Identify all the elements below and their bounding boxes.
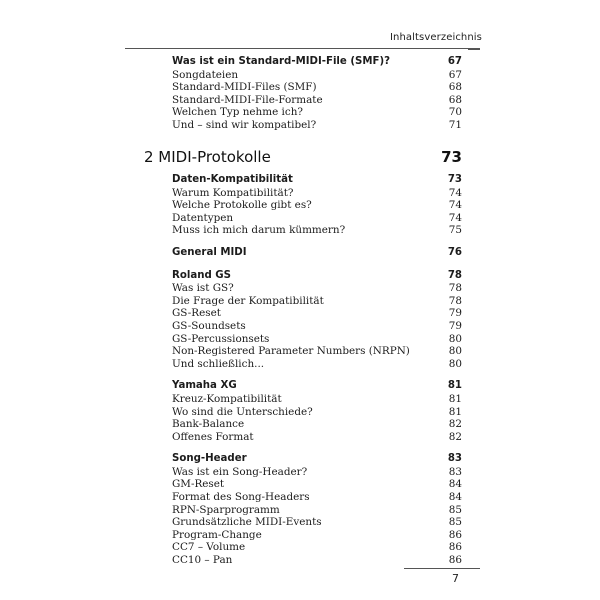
toc-section-page: 67 (447, 56, 462, 67)
header-rule (125, 48, 468, 49)
toc-entry-page: 80 (448, 332, 462, 345)
toc-entry-page: 68 (448, 81, 462, 94)
toc-entry-page: 79 (448, 319, 462, 332)
toc-entry-page: 70 (448, 106, 462, 119)
toc-section-title: Was ist ein Standard-MIDI-File (SMF)? (172, 56, 391, 67)
toc-entry-title: Warum Kompatibilität? (172, 186, 294, 199)
toc-section-title: Daten-Kompatibilität (172, 174, 293, 185)
toc-entry-page: 82 (448, 418, 462, 431)
toc-entry-title: GS-Reset (172, 307, 221, 320)
header-rule-end (468, 48, 480, 50)
toc-entry (172, 431, 462, 444)
toc-entry-page: 68 (448, 93, 462, 106)
toc-entry (172, 119, 462, 132)
toc-entry-title: Bank-Balance (172, 418, 245, 431)
toc-section-page: 73 (447, 174, 462, 185)
toc-entry-title: Und schließlich... (172, 357, 265, 370)
toc-entry (172, 406, 462, 419)
toc-entry-title: RPN-Sparprogramm (172, 503, 280, 516)
toc-entry-title: Und – sind wir kompatibel? (172, 118, 317, 131)
page-number: 7 (452, 572, 459, 585)
toc-entry-page: 71 (448, 118, 462, 131)
toc-entry-page: 78 (448, 294, 462, 307)
toc-entry-title: Standard-MIDI-Files (SMF) (172, 81, 317, 94)
toc-entry-title: GM-Reset (172, 478, 225, 491)
toc-entry-page: 80 (448, 345, 462, 358)
chapter-heading (144, 147, 462, 167)
toc-entry-page: 67 (448, 68, 462, 81)
toc-entry-page: 75 (448, 224, 462, 237)
chapter-title: 2 MIDI-Protokolle (144, 148, 271, 166)
toc-entry (172, 333, 462, 346)
toc-entry-title: Format des Song-Headers (172, 491, 310, 504)
toc-entry-title: Wo sind die Unterschiede? (172, 405, 313, 418)
footer-rule (404, 568, 480, 569)
toc-section-page: 76 (447, 246, 462, 258)
toc-entry-title: Offenes Format (172, 430, 254, 443)
toc-entry (172, 320, 462, 333)
toc-entry (172, 554, 462, 567)
toc-section-title: Yamaha XG (172, 380, 237, 392)
toc-entry-title: CC10 – Pan (172, 554, 233, 567)
toc-entry (172, 466, 462, 479)
toc-entry (172, 478, 462, 491)
toc-entry (172, 282, 462, 295)
toc-entry-title: Kreuz-Kompatibilität (172, 392, 282, 405)
toc-entry (172, 187, 462, 200)
toc-entry-page: 81 (448, 392, 462, 405)
toc-entry (172, 106, 462, 119)
toc-section (172, 380, 462, 393)
toc-entry-title: Standard-MIDI-File-Formate (172, 93, 323, 106)
toc-entry (172, 504, 462, 517)
toc-entry (172, 94, 462, 107)
toc-entry (172, 345, 462, 358)
toc-section (172, 453, 462, 466)
toc-entry (172, 393, 462, 406)
toc-entry-page: 74 (448, 199, 462, 212)
toc-entry-title: Songdateien (172, 68, 239, 81)
toc-entry-title: Muss ich mich darum kümmern? (172, 224, 346, 237)
toc-entry-title: CC7 – Volume (172, 541, 246, 554)
toc-entry-title: Grundsätzliche MIDI-Events (172, 516, 322, 529)
toc-entry-page: 84 (448, 478, 462, 491)
toc-entry (172, 491, 462, 504)
chapter-page: 73 (441, 148, 462, 166)
toc-entry-title: GS-Soundsets (172, 319, 246, 332)
running-header: Inhaltsverzeichnis (390, 32, 482, 43)
toc-section (172, 174, 462, 187)
toc-section-title: Song-Header (172, 453, 247, 465)
toc-entry-page: 83 (448, 465, 462, 478)
toc-entry-page: 74 (448, 211, 462, 224)
toc-entry-page: 82 (448, 430, 462, 443)
toc-block-smf (172, 56, 462, 132)
toc-entry-page: 85 (448, 516, 462, 529)
toc-section (172, 247, 462, 260)
toc-entry (172, 81, 462, 94)
toc-entry-title: Datentypen (172, 211, 234, 224)
toc-entry-page: 85 (448, 503, 462, 516)
toc-entry (172, 224, 462, 237)
toc-entry (172, 212, 462, 225)
toc-entry (172, 418, 462, 431)
toc-entry (172, 516, 462, 529)
toc-entry-title: Program-Change (172, 528, 262, 541)
toc-entry-page: 74 (448, 186, 462, 199)
toc-entry-page: 84 (448, 491, 462, 504)
toc-entry (172, 295, 462, 308)
toc-entry (172, 529, 462, 542)
toc-entry-page: 79 (448, 307, 462, 320)
toc-section (172, 270, 462, 283)
toc-chapter-2 (172, 174, 462, 567)
toc-entry (172, 199, 462, 212)
toc-section-page: 81 (447, 380, 462, 392)
toc-entry-title: Non-Registered Parameter Numbers (NRPN) (172, 345, 410, 358)
toc-entry-title: Was ist GS? (172, 282, 234, 295)
toc-entry-page: 86 (448, 528, 462, 541)
toc-entry-title: Welchen Typ nehme ich? (172, 106, 303, 119)
toc-section-title: Roland GS (172, 269, 232, 281)
toc-entry-page: 86 (448, 554, 462, 567)
toc-section-page: 78 (447, 269, 462, 281)
toc-entry-title: GS-Percussionsets (172, 332, 270, 345)
toc-section-title: General MIDI (172, 246, 247, 258)
toc-entry (172, 358, 462, 371)
toc-entry-title: Die Frage der Kompatibilität (172, 294, 324, 307)
toc-entry-title: Welche Protokolle gibt es? (172, 199, 312, 212)
toc-entry (172, 541, 462, 554)
toc-entry-title: Was ist ein Song-Header? (172, 465, 308, 478)
toc-entry-page: 80 (448, 357, 462, 370)
toc-entry (172, 307, 462, 320)
toc-entry-page: 81 (448, 405, 462, 418)
toc-entry-page: 86 (448, 541, 462, 554)
toc-entry (172, 69, 462, 82)
toc-section-page: 83 (447, 453, 462, 465)
toc-section (172, 56, 462, 69)
toc-entry-page: 78 (448, 282, 462, 295)
